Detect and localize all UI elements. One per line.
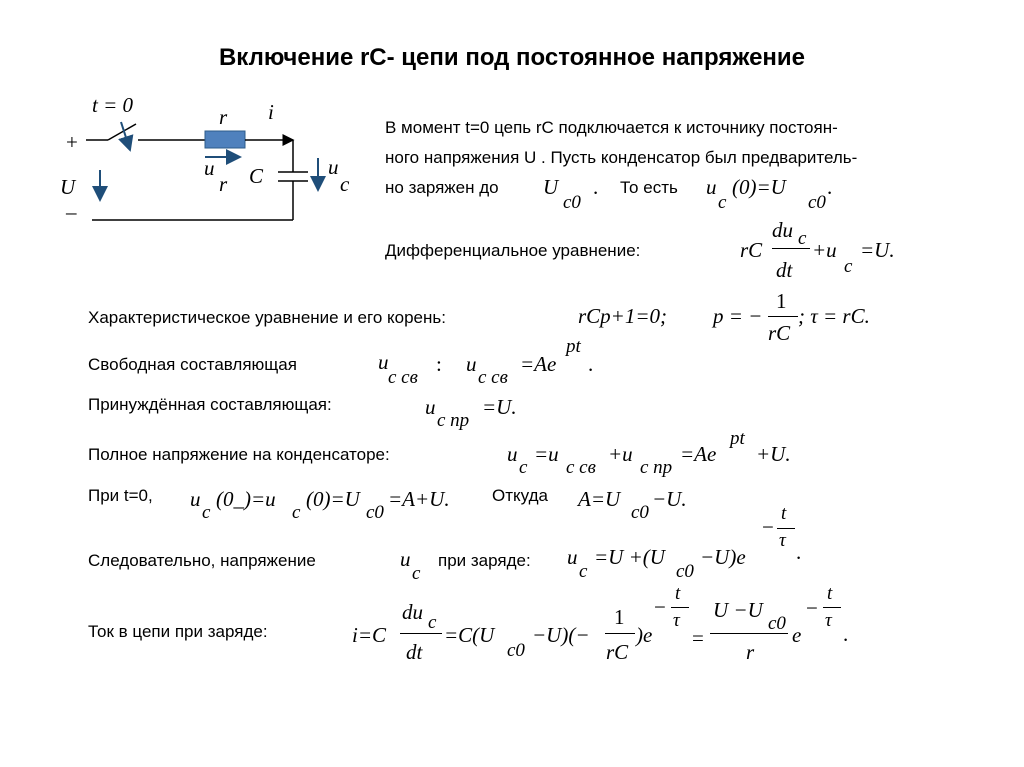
free-Ae: =Ae [520,352,557,376]
resistor [205,131,245,148]
diff-rC: rC [740,238,763,262]
char-label: Характеристическое уравнение и его корень: [88,308,446,327]
sol-u-sub: c [579,561,588,582]
cur-frac-den: rC [606,640,629,664]
sol-b: =U +(U [594,545,665,569]
uc0-dot: . [593,175,599,199]
sol-u: u [567,545,578,569]
cur-exp2-minus: − [806,596,818,620]
uc-label-u: u [328,155,339,179]
full-plusU: +U. [756,442,791,466]
therefore-label: Следовательно, напряжение [88,551,316,570]
whence-b: −U. [652,487,687,511]
root-p: p = − [713,304,763,328]
full-exp: pt [730,428,745,449]
sol-exp-minus: − [762,515,774,539]
ther-sub: c [412,563,421,584]
cur-b: =C(U [444,623,495,647]
forced-label: Принуждённая составляющая: [88,395,332,414]
full-u-sub: c [519,457,528,478]
cur-f-bar [710,633,788,634]
cur-f-num-sub: c0 [768,613,786,634]
init-u: u [190,487,201,511]
cur-b-sub: c0 [507,640,525,661]
diff-num-sub: c [798,228,807,249]
sol-b-sub: c0 [676,561,694,582]
cur-exp2-den: τ [825,610,832,631]
diff-label: Дифференциальное уравнение: [385,241,641,260]
full-ucsv: =u [534,442,559,466]
full-label: Полное напряжение на конденсаторе: [88,445,390,464]
cur-c: −U)(− [532,623,590,647]
diff-uc-sub: c [844,256,853,277]
free-colon: : [436,352,442,376]
current-label: Ток в цепи при заряде: [88,622,268,641]
free-dot: . [588,352,594,376]
intro-line-3: но заряжен до [385,178,499,197]
ur-label-r: r [219,172,228,196]
forced-u: u [425,395,436,419]
root-frac-bar [768,316,798,317]
minus-sign: – [66,200,77,224]
at-t0-label: При t=0, [88,486,153,505]
free-exp: pt [566,336,581,357]
cur-exp-num: t [675,583,681,604]
cur-den: dt [406,640,423,664]
cur-exp-minus: − [654,595,666,619]
ucinit-dot: . [827,175,833,199]
intro-line-2: ного напряжения U . Пусть конденсатор был предваритель- [385,148,858,167]
diff-uc: +u [812,238,837,262]
uc0-U: U [543,175,559,199]
during-charge-label: при заряде: [438,551,531,570]
root-tau: ; τ = rC. [798,304,870,328]
diff-frac-bar [772,248,810,249]
full-u: u [507,442,518,466]
ur-label-u: u [204,156,215,180]
whence-A: A=U [578,487,621,511]
full-ucsv-sub: c св [566,457,596,478]
sol-exp-den: τ [779,530,786,551]
source-label: U [60,175,76,199]
sol-c: −U)e [700,545,746,569]
full-ucpr-sub: c пр [640,457,673,478]
ucinit-sub: c0 [808,192,826,213]
intro-line-1: В момент t=0 цепь rC подключается к источнику постоян- [385,118,838,137]
switch-arrow [121,122,130,150]
capacitor-label: C [249,164,264,188]
root-num: 1 [776,289,787,313]
init-b: (0_)=u [216,487,276,511]
free-u: u [378,350,389,374]
ucinit-rest: (0)=U [732,175,786,199]
init-b-sub: c [292,502,301,523]
init-u-sub: c [202,502,211,523]
forced-sub: c пр [437,410,470,431]
cur-num: du [402,600,423,624]
switch-label: t = 0 [92,93,134,117]
whence-label: Откуда [492,486,548,505]
ucinit-c: c [718,192,727,213]
plus-sign: + [66,130,78,154]
cur-exp-den: τ [673,610,680,631]
free-sub: c св [388,367,418,388]
ther-u: u [400,547,411,571]
free-u2: u [466,352,477,376]
cur-frac2-bar [605,633,635,634]
ucinit-u: u [706,175,717,199]
cur-dot: . [843,622,849,646]
cur-e: e [792,623,802,647]
cur-num-sub: c [428,612,437,633]
slide-title: Включение rC- цепи под постоянное напряжение [218,44,806,71]
uc0-sub: c0 [563,192,581,213]
diff-den: dt [776,258,793,282]
cur-exp2-bar [823,607,841,608]
cur-frac-num: 1 [614,605,625,629]
init-c-sub: c0 [366,502,384,523]
cur-eq: = [692,626,704,650]
cur-iC: i=C [352,623,387,647]
resistor-label: r [219,105,228,129]
cur-f-den: r [746,640,755,664]
full-Ae: =Ae [680,442,717,466]
init-d: =A+U. [388,487,450,511]
sol-dot: . [796,540,802,564]
diff-num: du [772,218,793,242]
to-est-label: То есть [620,178,678,197]
cur-f-num: U −U [713,598,763,622]
whence-sub: c0 [631,502,649,523]
sol-exp-bar [777,528,795,529]
char-eq: rCp+1=0; [578,304,668,328]
diff-eqU: =U. [860,238,895,262]
free-sub2: c св [478,367,508,388]
root-den: rC [768,321,791,345]
sol-exp-num: t [781,503,787,524]
free-label: Свободная составляющая [88,355,297,374]
forced-eqU: =U. [482,395,517,419]
current-label: i [268,100,274,124]
cur-d: )e [636,623,653,647]
cur-frac-bar [400,633,442,634]
cur-exp2-num: t [827,583,833,604]
init-c: (0)=U [306,487,360,511]
full-ucpr: +u [608,442,633,466]
cur-exp-bar [671,607,689,608]
uc-label-c: c [340,172,350,196]
